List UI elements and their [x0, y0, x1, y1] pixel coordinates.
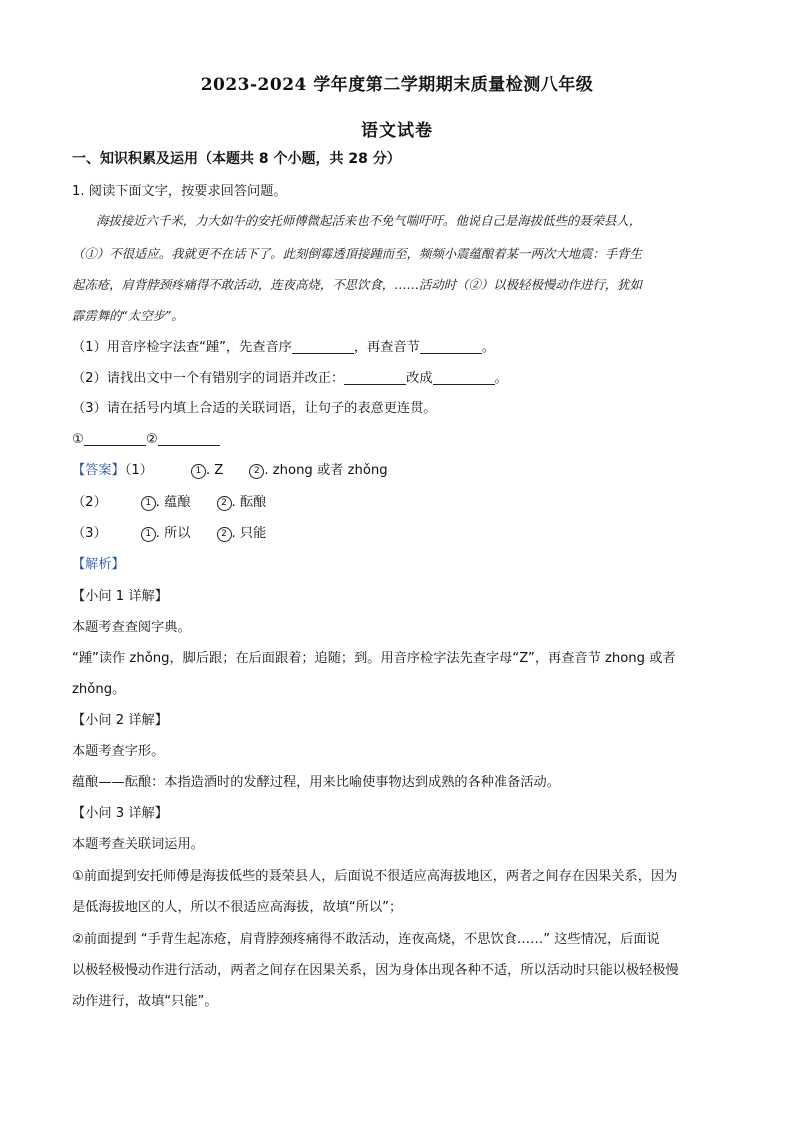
circled-number: 2	[249, 464, 264, 479]
answer-value: . zhong 或者 zhǒng	[264, 463, 388, 478]
answer-value: . 只能	[231, 526, 267, 541]
answer-number: （2）	[72, 495, 107, 510]
answer-number: （1）	[124, 463, 153, 478]
answer-blank[interactable]	[433, 370, 495, 385]
detail-heading-2: 【小问 2 详解】	[72, 713, 168, 728]
passage-line: 海拔接近六千米，力大如牛的安托师傅微起活来也不免气喘吁吁。他说自己是海拔低些的聂荣县人，	[96, 213, 642, 228]
detail-body: “踵”读作 zhǒng，脚后跟；在后面跟着；追随；到。用音序检字法先查字母“Z”，再查音节 zhong 或者	[72, 651, 676, 666]
detail-body: 蕴酿——酝酿：本指造酒时的发酵过程，用来比喻使事物达到成熟的各种准备活动。	[72, 775, 560, 790]
detail-intro-3: 本题考查关联词运用。	[72, 837, 204, 852]
punctuation: 。	[481, 340, 495, 355]
answer-value: . 酝酿	[231, 495, 267, 510]
answer-blank[interactable]	[420, 339, 482, 354]
circled-number: 1	[191, 464, 206, 479]
answer-value: . 所以	[155, 526, 191, 541]
detail-heading-1: 【小问 1 详解】	[72, 589, 168, 604]
exam-title: 2023-2024 学年度第二学期期末质量检测八年级	[200, 75, 594, 95]
circled-number: 1	[141, 496, 156, 511]
detail-heading-3: 【小问 3 详解】	[72, 806, 168, 821]
answer-value: . 蕴酿	[155, 495, 191, 510]
circled-number: 2	[217, 527, 232, 542]
circled-number: 1	[141, 527, 156, 542]
answer-row-1	[72, 462, 388, 480]
passage-line: （①）不很适应。我就更不在话下了。此刻倒霉透頂接踵而至，频频小震蕴酿着某一两次大地震：手背生	[72, 246, 642, 261]
sub-question-2-prefix: （2）请找出文中一个有错别字的词语并改正：	[72, 371, 345, 386]
sub-question-1	[72, 339, 495, 357]
circle-label-2: ②	[145, 432, 158, 447]
answer-value: . Z	[205, 463, 224, 478]
answer-row-2	[72, 494, 266, 512]
answer-label: 【答案】	[72, 463, 125, 478]
detail-body: 以极轻极慢动作进行活动，两者之间存在因果关系，因为身体出现各种不适，所以活动时只能以极轻极慢	[72, 963, 679, 978]
circle-label-1: ①	[72, 432, 84, 447]
detail-body: 是低海拔地区的人，所以不很适应高海拔，故填“所以”；	[72, 900, 403, 915]
detail-body: ②前面提到 “手背生起冻疮，肩背脖颈疼痛得不敢活动，连夜高烧，不思饮食……” 这些情况，后面说	[72, 932, 660, 947]
sub-question-1-prefix: （1）用音序检字法查“踵”，先查音序	[72, 340, 292, 355]
circled-number: 2	[217, 496, 232, 511]
answer-blank[interactable]	[344, 370, 406, 385]
passage-line: 霹雳舞的“太空步”。	[72, 308, 184, 323]
answer-blank[interactable]	[84, 431, 146, 446]
passage-line: 起冻疮，肩背脖颈疼痛得不敢活动，连夜高烧，不思饮食，……活动时（②）以极轻极慢动作进行，犹如	[72, 277, 642, 292]
section-heading: 一、知识积累及运用（本题共 8 个小题，共 28 分）	[72, 151, 401, 167]
detail-body: zhǒng。	[72, 682, 126, 697]
answer-blank[interactable]	[292, 339, 354, 354]
detail-intro-1: 本题考查查阅字典。	[72, 620, 191, 635]
sub-question-3-blanks	[72, 431, 220, 449]
answer-blank[interactable]	[158, 431, 220, 446]
exam-subtitle: 语文试卷	[361, 121, 433, 141]
detail-intro-2: 本题考查字形。	[72, 744, 165, 759]
analysis-label: 【解析】	[72, 557, 125, 572]
answer-number: （3）	[72, 526, 107, 541]
sub-question-2	[72, 370, 508, 388]
sub-question-3: （3）请在括号内填上合适的关联词语，让句子的表意更连贯。	[72, 401, 437, 416]
sub-question-2-mid: 改成	[406, 371, 433, 386]
detail-body: ①前面提到安托师傅是海拔低些的聂荣县人，后面说不很适应高海拔地区，两者之间存在因果关系，因为	[72, 869, 678, 884]
question-stem: 1. 阅读下面文字，按要求回答问题。	[72, 184, 287, 199]
detail-body: 动作进行，故填“只能”。	[72, 994, 218, 1009]
answer-row-3	[72, 525, 266, 543]
punctuation: 。	[494, 371, 508, 386]
sub-question-1-mid: ，再查音节	[353, 340, 420, 355]
